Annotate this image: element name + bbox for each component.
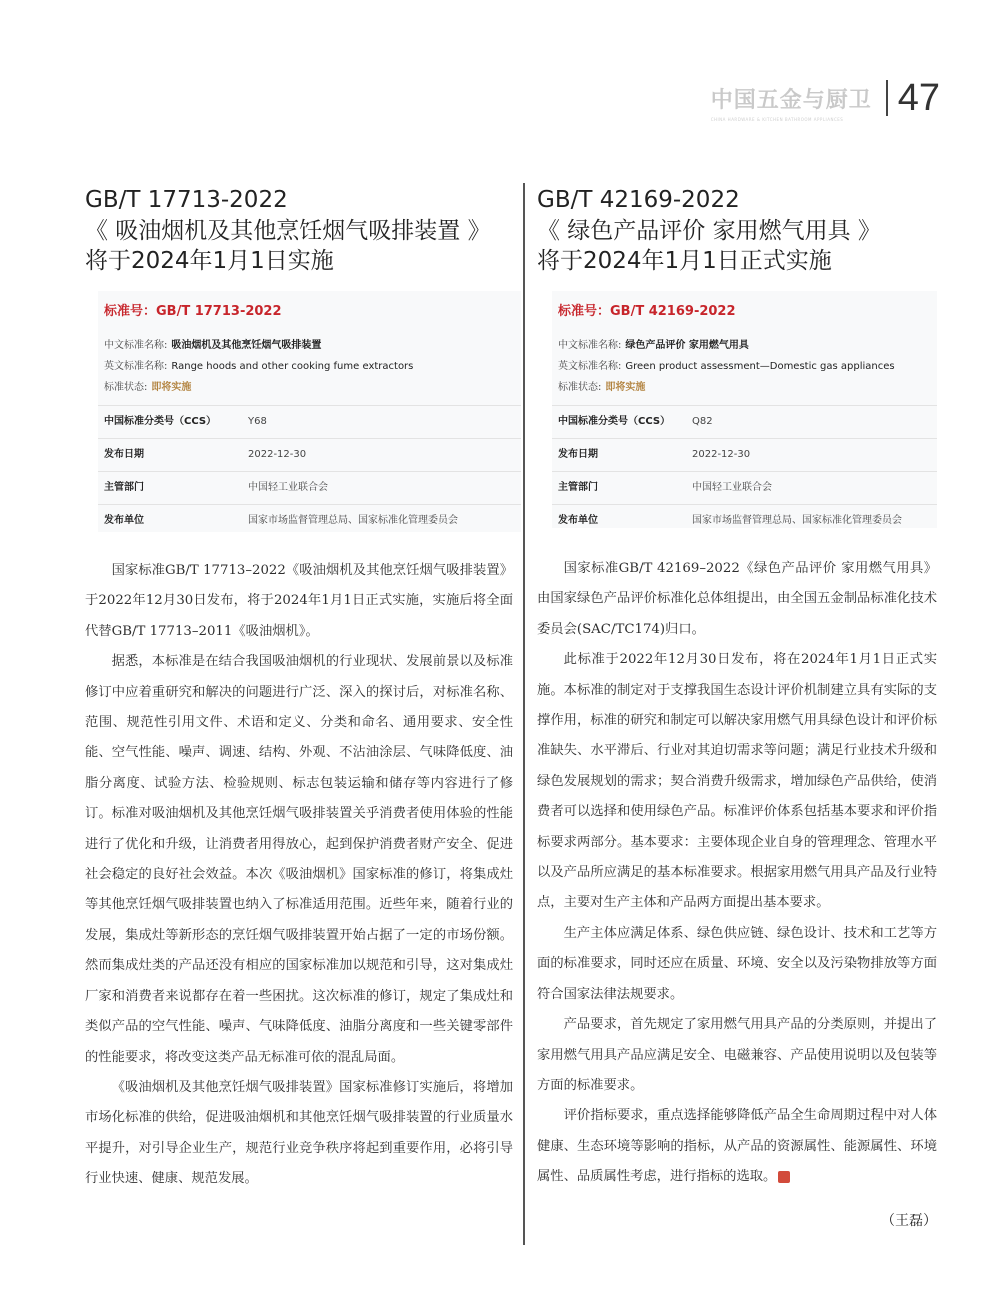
info-label: 标准状态: [558,382,602,393]
left-article-title [85,185,513,277]
info-value: 吸油烟机及其他烹饪烟气吸排装置 [171,340,322,351]
table-value: 中国轻工业联合会 [692,482,772,493]
title-line: GB/T 42169-2022 [537,187,740,213]
info-value: 绿色产品评价 家用燃气用具 [625,340,749,351]
table-row [552,471,937,504]
table-value: 国家市场监督管理总局、国家标准化管理委员会 [692,515,902,526]
info-label: 英文标准名称: [104,361,168,372]
info-label: 中文标准名称: [104,340,168,351]
title-line: 将于2024年1月1日正式实施 [537,248,832,274]
left-article [85,185,513,1187]
paragraph: 此标准于2022年12月30日发布，将在2024年1月1日正式实施。本标准的制定对于支撑我国生态设计评价机制建立具有实际的支撑作用，标准的研究和制定可以解决家用燃气用具绿色设计和评价标准缺失、水平滞后、行业对其迫切需求等问题；满足行业技术升级和绿色发展规划的需求；契合消费升级需求，增加绿色产品供给，使消费者可以选择和使用绿色产品。标准评价体系包括基本要求和评价指标要求两部分。基本要求：主要体现企业自身的管理理念、管理水平以及产品所应满足的基本标准要求。根据家用燃气用具产品及行业特点，主要对生产主体和产品两方面提出基本要求。 [537,652,937,911]
table-row [552,405,937,438]
table-value: 2022-12-30 [692,449,751,460]
paragraph-text: 评价指标要求，重点选择能够降低产品全生命周期过程中对人体健康、生态环境等影响的指标，从产品的资源属性、能源属性、环境属性、品质属性考虑，进行指标的选取。 [537,1108,937,1185]
table-row [552,438,937,471]
title-line: 将于2024年1月1日实施 [85,248,334,274]
info-row [558,377,931,398]
column-divider [523,183,525,1245]
table-key: 发布日期 [558,449,598,460]
info-label: 标准状态: [104,382,148,393]
title-line: 《 绿色产品评价 家用燃气用具 》 [537,217,881,244]
standard-number: 标准号：GB/T 17713-2022 [104,304,282,319]
info-label: 英文标准名称: [558,361,622,372]
end-mark-icon: 回 [778,1171,790,1183]
left-article-body [85,556,513,1195]
info-row [558,335,931,356]
status-value: 即将实施 [605,382,646,393]
paragraph: 据悉，本标准是在结合我国吸油烟机的行业现状、发展前景以及标准修订中应着重研究和解决的问题进行广泛、深入的探讨后，对标准名称、范围、规范性引用文件、术语和定义、分类和命名、通用要求、安全性能、空气性能、噪声、调速、结构、外观、不沾油涂层、气味降低度、油脂分离度、试验方法、检验规则、标志包装运输和储存等内容进行了修订。标准对吸油烟机及其他烹饪烟气吸排装置关乎消费者使用体验的性能进行了优化和升级，让消费者用得放心，起到保护消费者财产安全、促进社会稳定的良好社会效益。本次《吸油烟机》国家标准的修订，将集成灶等其他烹饪烟气吸排装置也纳入了标准适用范围。近些年来，随着行业的发展，集成灶等新形态的烹饪烟气吸排装置开始占据了一定的市场份额。然而集成灶类的产品还没有相应的国家标准加以规范和引导，这对集成灶厂家和消费者来说都存在着一些困扰。这次标准的修订，规定了集成灶和类似产品的空气性能、噪声、气味降低度、油脂分离度和一些关键零部件的性能要求，将改变这类产品无标准可依的混乱局面。 [85,654,513,1065]
standard-info-list [104,335,515,398]
author-credit: （王磊） [881,1213,937,1229]
table-value: Y68 [248,416,267,427]
table-key: 中国标准分类号（CCS） [558,416,671,427]
title-line: GB/T 17713-2022 [85,187,288,213]
paragraph: 《吸油烟机及其他烹饪烟气吸排装置》国家标准修订实施后，将增加市场化标准的供给，促进吸油烟机和其他烹饪烟气吸排装置的行业质量水平提升，对引导企业生产，规范行业竞争秩序将起到重要作用，必将引导行业快速、健康、规范发展。 [85,1079,513,1187]
table-value: 国家市场监督管理总局、国家标准化管理委员会 [248,515,458,526]
info-value: Green product assessment—Domestic gas appliances [625,361,895,372]
right-article-title [537,185,937,277]
standard-detail-table [98,405,521,537]
paragraph: 国家标准GB/T 42169–2022《绿色产品评价 家用燃气用具》由国家绿色产品评价标准化总体组提出，由全国五金制品标准化技术委员会(SAC/TC174)归口。 [537,561,937,637]
title-line: 《 吸油烟机及其他烹饪烟气吸排装置 》 [85,217,491,244]
standard-info-card [552,291,937,528]
info-value: Range hoods and other cooking fume extractors [171,361,414,372]
info-row [104,377,515,398]
magazine-logo: 中国五金与厨卫 [710,87,872,113]
status-value: 即将实施 [151,382,192,393]
table-row [552,504,937,537]
standard-number: 标准号：GB/T 42169-2022 [558,304,736,319]
info-row [558,356,931,377]
table-key: 中国标准分类号（CCS） [104,416,217,427]
table-key: 发布日期 [104,449,144,460]
table-value: Q82 [692,416,713,427]
table-key: 发布单位 [104,515,144,526]
table-key: 主管部门 [558,482,598,493]
table-key: 主管部门 [104,482,144,493]
table-value: 2022-12-30 [248,449,307,460]
table-row [98,504,521,537]
table-row [98,438,521,471]
info-label: 中文标准名称: [558,340,622,351]
masthead-divider [886,80,888,116]
info-row [104,335,515,356]
paragraph [537,1101,937,1192]
table-key: 发布单位 [558,515,598,526]
right-article-body [537,554,937,1193]
paragraph: 生产主体应满足体系、绿色供应链、绿色设计、技术和工艺等方面的标准要求，同时还应在质量、环境、安全以及污染物排放等方面符合国家法律法规要求。 [537,925,937,1002]
paragraph: 产品要求，首先规定了家用燃气用具产品的分类原则，并提出了家用燃气用具产品应满足安全、电磁兼容、产品使用说明以及包装等方面的标准要求。 [537,1017,937,1093]
magazine-logo-subtitle: CHINA HARDWARE & KITCHEN BATHROOM APPLIANCES [710,116,844,122]
table-value: 中国轻工业联合会 [248,482,328,493]
right-article [537,185,937,1229]
standard-info-list [558,335,931,398]
masthead [711,76,940,120]
info-row [104,356,515,377]
standard-info-card [98,291,521,532]
table-row [98,471,521,504]
table-row [98,405,521,438]
paragraph: 国家标准GB/T 17713–2022《吸油烟机及其他烹饪烟气吸排装置》于2022年12月30日发布，将于2024年1月1日正式实施，实施后将全面代替GB/T 17713–2011《吸油烟机》。 [85,563,513,639]
page-number: 47 [897,77,940,119]
standard-detail-table [552,405,937,537]
